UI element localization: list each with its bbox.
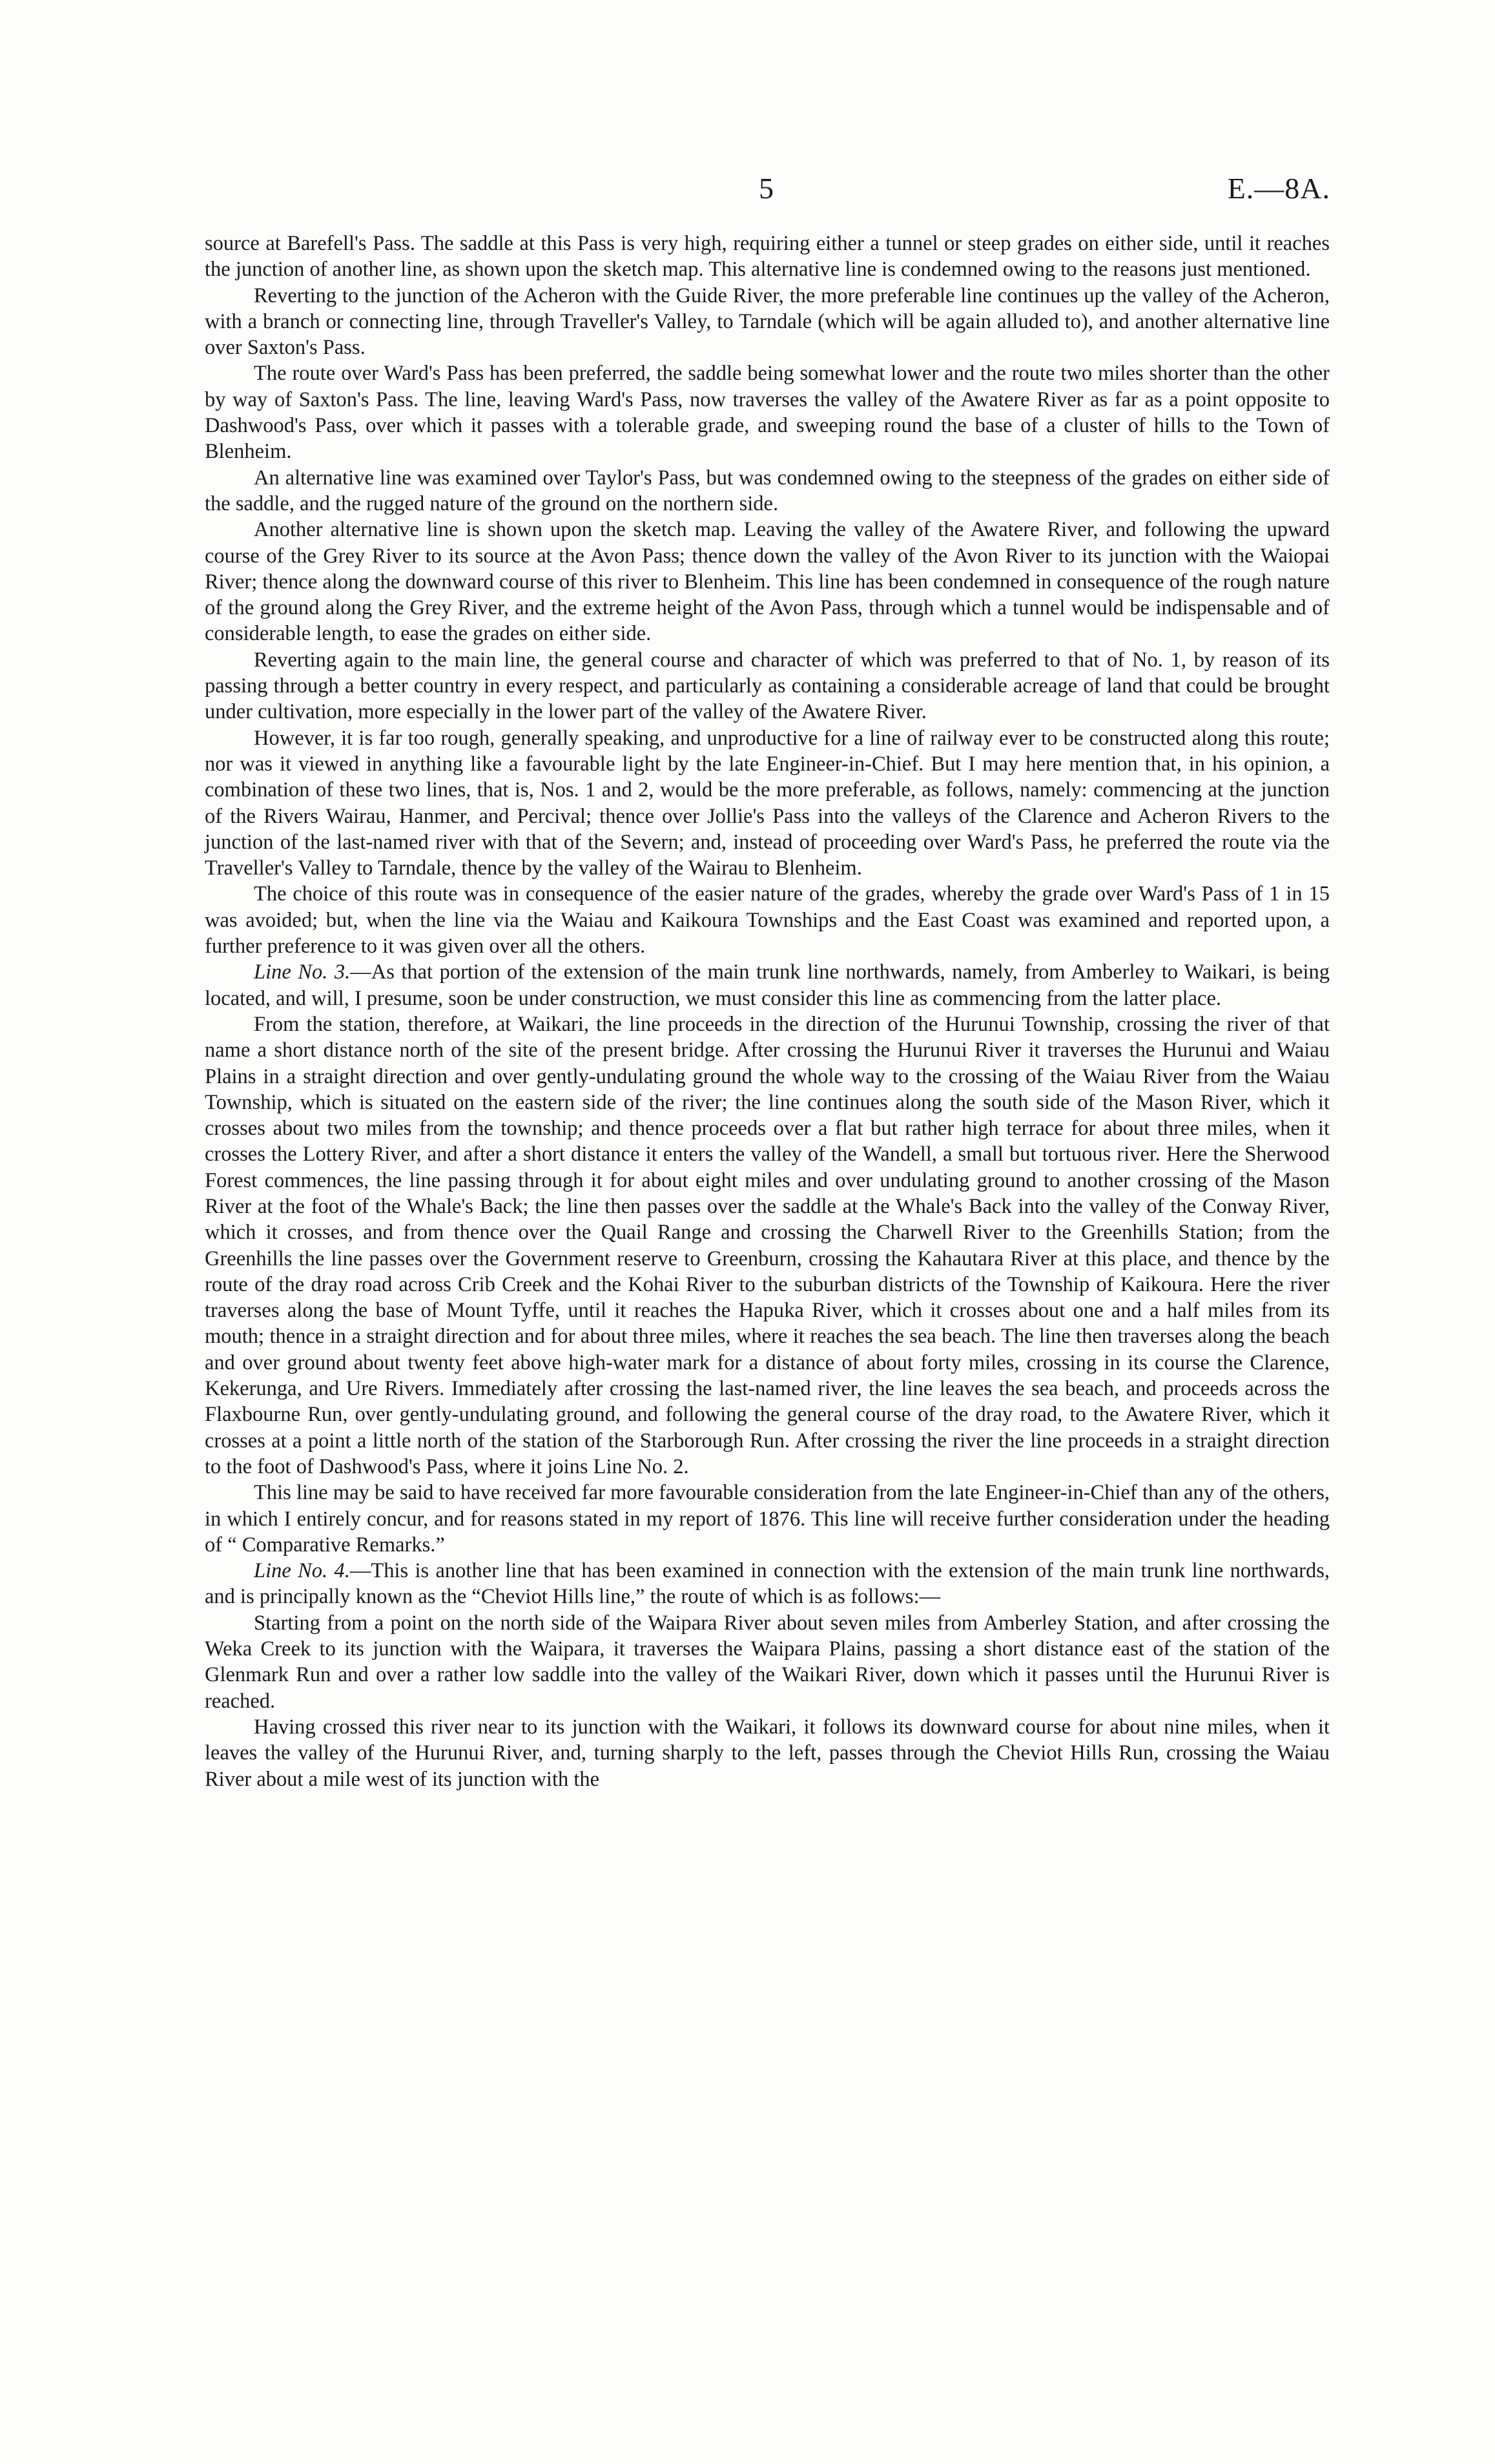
line-4-heading: Line No. 4.	[254, 1559, 350, 1583]
line-3-heading: Line No. 3.	[254, 960, 351, 984]
paragraph: Reverting to the junction of the Acheron with the Guide River, the more preferable line continues up the valley of the Acheron, with a branch or connecting line, through Traveller's Valley, to Tarndale (which will be again alluded to), and another alternative line over Saxton's Pass.	[205, 284, 1330, 360]
body-text	[205, 231, 1330, 1792]
line-3-paragraph	[205, 959, 1330, 1011]
paragraph: The route over Ward's Pass has been preferred, the saddle being somewhat lower and the route two miles shorter than the other by way of Saxton's Pass. The line, leaving Ward's Pass, now traverses the valley of the Awatere River as far as a point opposite to Dashwood's Pass, over which it passes with a tolerable grade, and sweeping round the base of a cluster of hills to the Town of Blenheim.	[205, 362, 1330, 464]
paragraph: Reverting again to the main line, the general course and character of which was preferred to that of No. 1, by reason of its passing through a better country in every respect, and particularly as containing a considerable acreage of land that could be brought under cultivation, more especially in the lower part of the valley of the Awatere River.	[205, 648, 1330, 724]
line-4-intro: —This is another line that has been examined in connection with the extension of the main trunk line northwards, and is principally known as the “Cheviot Hills line,” the route of which is as follows:—	[205, 1559, 1330, 1609]
page-header	[0, 169, 1495, 208]
paragraph: The choice of this route was in consequence of the easier nature of the grades, whereby the grade over Ward's Pass of 1 in 15 was avoided; but, when the line via the Waiau and Kaikoura Townships and the East Coast was examined and reported upon, a further preference to it was given over all the others.	[205, 882, 1330, 958]
paragraph: This line may be said to have received far more favourable consideration from the late Engineer-in-Chief than any of the others, in which I entirely concur, and for reasons stated in my report of 1876. This line will receive further consideration under the heading of “ Comparative Remarks.”	[205, 1481, 1330, 1557]
line-4-paragraph	[205, 1558, 1330, 1610]
paragraph: An alternative line was examined over Taylor's Pass, but was condemned owing to the steepness of the grades on either side of the saddle, and the rugged nature of the ground on the northern side.	[205, 466, 1330, 515]
paragraph: However, it is far too rough, generally speaking, and unproductive for a line of railway ever to be constructed along this route; nor was it viewed in anything like a favourable light by the late Engineer-in-Chief. But I may here mention that, in his opinion, a combination of these two lines, that is, Nos. 1 and 2, would be the more preferable, as follows, namely: commencing at the junction of the Rivers Wairau, Hanmer, and Percival; thence over Jollie's Pass into the valleys of the Clarence and Acheron Rivers to the junction of the last-named river with that of the Severn; and, instead of proceeding over Ward's Pass, he preferred the route via the Traveller's Valley to Tarndale, thence by the valley of the Wairau to Blenheim.	[205, 726, 1330, 880]
paragraph: Having crossed this river near to its junction with the Waikari, it follows its downward course for about nine miles, when it leaves the valley of the Hurunui River, and, turning sharply to the left, passes through the Cheviot Hills Run, crossing the Waiau River about a mile west of its junction with the	[205, 1715, 1330, 1791]
line-3-intro: —As that portion of the extension of the main trunk line northwards, namely, from Amberley to Waikari, is being located, and will, I presume, soon be under construction, we must consider this line as commencing from the latter place.	[205, 960, 1330, 1010]
paragraph: Starting from a point on the north side of the Waipara River about seven miles from Amberley Station, and after crossing the Weka Creek to its junction with the Waipara, it traverses the Waipara Plains, passing a short distance east of the station of the Glenmark Run and over a rather low saddle into the valley of the Waikari River, down which it passes until the Hurunui River is reached.	[205, 1611, 1330, 1713]
paragraph: source at Barefell's Pass. The saddle at this Pass is very high, requiring either a tunnel or steep grades on either side, until it reaches the junction of another line, as shown upon the sketch map. This alternative line is condemned owing to the reasons just mentioned.	[205, 232, 1330, 282]
document-reference: E.—8A.	[1227, 172, 1330, 205]
page-number: 5	[759, 172, 774, 205]
paragraph: Another alternative line is shown upon the sketch map. Leaving the valley of the Awatere River, and following the upward course of the Grey River to its source at the Avon Pass; thence down the valley of the Avon River to its junction with the Waiopai River; thence along the downward course of this river to Blenheim. This line has been condemned in consequence of the rough nature of the ground along the Grey River, and the extreme height of the Avon Pass, through which a tunnel would be indispensable and of considerable length, to ease the grades on either side.	[205, 518, 1330, 646]
paragraph: From the station, therefore, at Waikari, the line proceeds in the direction of the Hurunui Township, crossing the river of that name a short distance north of the site of the present bridge. After crossing the Hurunui River it traverses the Hurunui and Waiau Plains in a straight direction and over gently-undulating ground the whole way to the crossing of the Waiau River from the Waiau Township, which is situated on the eastern side of the river; the line continues along the south side of the Mason River, which it crosses about two miles from the township; and thence proceeds over a flat but rather high terrace for about three miles, when it crosses the Lottery River, and after a short distance it enters the valley of the Wandell, a small but tortuous river. Here the Sherwood Forest commences, the line passing through it for about eight miles and over undulating ground to another crossing of the Mason River at the foot of the Whale's Back; the line then passes over the saddle at the Whale's Back into the valley of the Conway River, which it crosses, and from thence over the Quail Range and crossing the Charwell River to the Greenhills Station; from the Greenhills the line passes over the Government reserve to Greenburn, crossing the Kahautara River at this place, and thence by the route of the dray road across Crib Creek and the Kohai River to the suburban districts of the Township of Kaikoura. Here the river traverses along the base of Mount Tyffe, until it reaches the Hapuka River, which it crosses about one and a half miles from its mouth; thence in a straight direction and for about three miles, where it reaches the sea beach. The line then traverses along the beach and over ground about twenty feet above high-water mark for a distance of about forty miles, crossing in its course the Clarence, Kekerunga, and Ure Rivers. Immediately after crossing the last-named river, the line leaves the sea beach, and proceeds across the Flaxbourne Run, over gently-undulating ground, and following the general course of the dray road, to the Awatere River, which it crosses at a point a little north of the station of the Starborough Run. After crossing the river the line proceeds in a straight direction to the foot of Dashwood's Pass, where it joins Line No. 2.	[205, 1012, 1330, 1478]
